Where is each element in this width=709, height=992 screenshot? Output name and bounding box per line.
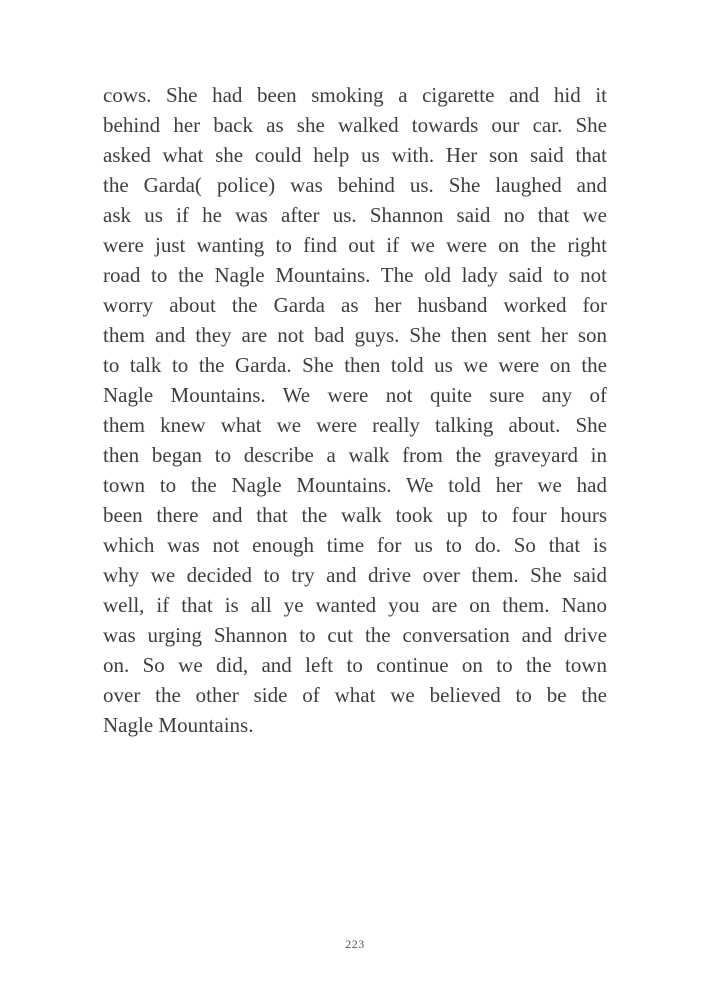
text-line: Nagle Mountains.	[103, 713, 254, 737]
text-line: them knew what we were really talking about. She	[103, 413, 607, 437]
text-line: were just wanting to find out if we were on the right	[103, 233, 607, 257]
text-line: to talk to the Garda. She then told us we were on the	[103, 353, 607, 377]
text-line: over the other side of what we believed to be the	[103, 683, 607, 707]
paragraph	[103, 80, 607, 740]
text-line: town to the Nagle Mountains. We told her we had	[103, 473, 607, 497]
text-line: Nagle Mountains. We were not quite sure any of	[103, 383, 607, 407]
text-line: been there and that the walk took up to four hours	[103, 503, 607, 527]
text-line: on. So we did, and left to continue on to the town	[103, 653, 607, 677]
text-line: which was not enough time for us to do. So that is	[103, 533, 607, 557]
text-line: road to the Nagle Mountains. The old lady said to not	[103, 263, 607, 287]
text-line: asked what she could help us with. Her son said that	[103, 143, 607, 167]
text-line: the Garda( police) was behind us. She laughed and	[103, 173, 607, 197]
text-line: them and they are not bad guys. She then sent her son	[103, 323, 607, 347]
text-line: cows. She had been smoking a cigarette and hid it	[103, 83, 607, 107]
text-line: well, if that is all ye wanted you are on them. Nano	[103, 593, 607, 617]
text-line: why we decided to try and drive over them. She said	[103, 563, 607, 587]
text-line: was urging Shannon to cut the conversation and drive	[103, 623, 607, 647]
text-line: behind her back as she walked towards our car. She	[103, 113, 607, 137]
text-line: ask us if he was after us. Shannon said no that we	[103, 203, 607, 227]
text-line: then began to describe a walk from the graveyard in	[103, 443, 607, 467]
page-number: 223	[345, 937, 365, 951]
text-line: worry about the Garda as her husband worked for	[103, 293, 607, 317]
